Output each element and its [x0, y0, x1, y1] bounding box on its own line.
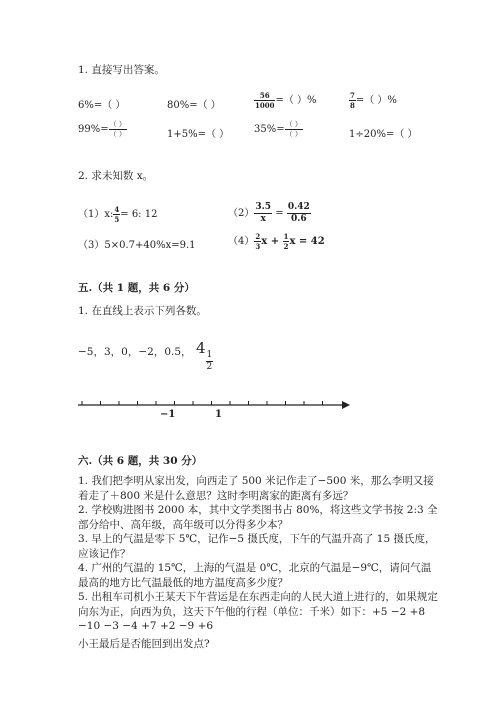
- q2-title: 2. 求未知数 x。: [78, 170, 154, 182]
- q1-r2-c: 35%= $\frac{( )}{( )}$: [254, 120, 302, 138]
- problem-5: 5. 出租车司机小王某天下午营运是在东西走向的人民大道上进行的，如果规定向东为正，向西为负，这天下午他的行程（单位：千米）如下：+5 −2 +8 −10 −3 −4 +7 +2 −9 +6: [78, 591, 438, 632]
- problem-4: 4. 广州的气温的 15℃，上海的气温是 0℃，北京的气温是−9℃，请问气温最高的地方比气温最低的地方温度高多少度？: [78, 562, 432, 589]
- section-5-q1: 1. 在直线上表示下列各数。: [78, 305, 207, 317]
- fraction: $\frac{3.5}{x}$: [255, 202, 272, 224]
- fraction: $\frac{56}{1000}$: [255, 91, 275, 110]
- fraction: $\frac{1}{2}$: [283, 232, 289, 251]
- fraction: $\frac{( )}{( )}$: [285, 120, 302, 138]
- section-6-heading: 六.（共 6 题，共 30 分）: [78, 455, 203, 467]
- problem-6: 小王最后是否能回到出发点?: [78, 638, 210, 650]
- q2-eq3: （3）5×0.7+40%x=9.1: [78, 240, 196, 251]
- axis-label-1: 1: [215, 409, 222, 420]
- q1-title: 1. 直接写出答案。: [78, 64, 165, 76]
- fraction: $\frac{7}{8}$: [350, 91, 355, 110]
- q1-r1-d: $\frac{7}{8}$ =（ ）%: [350, 91, 397, 110]
- q2-eq1: （1）x: $\frac{4}{5}$ = 6: 12: [78, 205, 158, 224]
- q1-r1-c: $\frac{56}{1000}$ =（ ）%: [255, 91, 317, 110]
- fraction: $\frac{4}{5}$: [114, 205, 120, 224]
- number-line-arrow: [342, 401, 350, 409]
- q2-eq2: （2） $\frac{3.5}{x}$ = $\frac{0.42}{0.6}$: [228, 202, 310, 224]
- number-line-ticks: [82, 401, 323, 405]
- q1-r1-a: 6%=（ ）: [78, 100, 126, 111]
- problem-1: 1. 我们把李明从家出发，向西走了 500 米记作走了−500 米，那么李明又接着走了＋800 米是什么意思？这时李明离家的距离有多远？: [78, 475, 434, 502]
- problem-3: 3. 早上的气温是零下 5℃，记作−5 摄氏度，下午的气温升高了 15 摄氏度，应该记作？: [78, 533, 436, 560]
- fraction: $\frac{0.42}{0.6}$: [287, 202, 310, 224]
- fraction: $\frac{1}{2}$: [206, 350, 213, 372]
- section-5-heading: 五.（共 1 题，共 6 分）: [78, 282, 195, 294]
- fraction: $\frac{2}{3}$: [255, 232, 261, 251]
- q2-eq4: （4） $\frac{2}{3}$ x + $\frac{1}{2}$ x = 42: [228, 232, 325, 251]
- q1-r2-d: 1÷20%=（ ）: [349, 129, 418, 140]
- numbers-list: −5，3，0，−2，0.5，: [78, 346, 192, 358]
- q1-r1-b: 80%=（ ）: [167, 100, 221, 111]
- q1-r2-a: 99%= $\frac{( )}{( )}$: [78, 120, 126, 138]
- q1-r2-b: 1+5%=（ ）: [167, 129, 230, 140]
- problem-2: 2. 学校购进图书 2000 本，其中文学类图书占 80%，将这些文学书按 2:3 全部分给中、高年级，高年级可以分得多少本？: [78, 504, 438, 531]
- number-line: [72, 396, 352, 426]
- fraction: $\frac{( )}{( )}$: [109, 120, 126, 138]
- mixed-number: 4 $\frac{1}{2}$: [196, 339, 213, 372]
- axis-label-neg1: −1: [160, 409, 176, 420]
